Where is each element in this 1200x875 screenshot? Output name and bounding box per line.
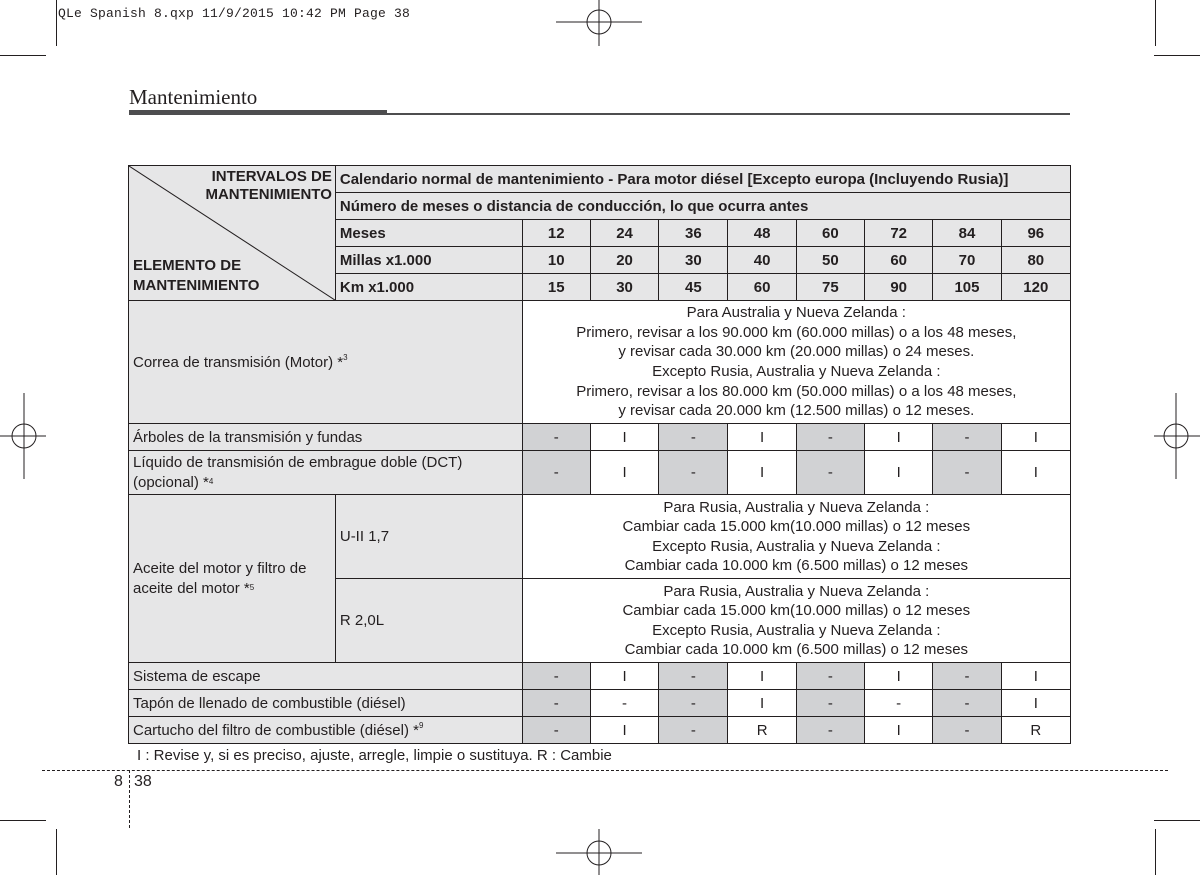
table-row-engine-oil-u2	[129, 495, 1071, 579]
schedule-cell: -	[796, 424, 864, 451]
schedule-cell: I	[590, 424, 658, 451]
km-value: 60	[728, 274, 796, 301]
schedule-cell: -	[659, 424, 728, 451]
miles-value: 30	[659, 247, 728, 274]
drive-belt-label: Correa de transmisión (Motor) *$^3$	[129, 301, 523, 424]
footer-rule	[42, 770, 1168, 771]
table-row-exhaust	[129, 663, 1071, 690]
chapter-number: 8	[114, 773, 123, 790]
schedule-cell: I	[728, 451, 796, 495]
schedule-cell: I	[1001, 451, 1070, 495]
table-row-drive-shafts	[129, 424, 1071, 451]
schedule-cell: I	[1001, 663, 1070, 690]
schedule-cell: R	[1001, 717, 1070, 744]
km-value: 105	[933, 274, 1001, 301]
km-value: 90	[865, 274, 933, 301]
schedule-cell: -	[522, 424, 590, 451]
schedule-cell: -	[796, 451, 864, 495]
km-value: 75	[796, 274, 864, 301]
dct-fluid-label: Líquido de transmisión de embrague doble (DCT) (opcional) *$^4$	[129, 451, 523, 495]
table-row-dct-fluid	[129, 451, 1071, 495]
table-row-fuel-filter	[129, 717, 1071, 744]
schedule-cell: I	[1001, 424, 1070, 451]
schedule-cell: -	[933, 451, 1001, 495]
exhaust-label: Sistema de escape	[129, 663, 523, 690]
print-slug: QLe Spanish 8.qxp 11/9/2015 10:42 PM Page 38	[58, 6, 411, 21]
km-value: 45	[659, 274, 728, 301]
schedule-cell: I	[865, 451, 933, 495]
registration-mark-left	[0, 393, 46, 479]
schedule-cell: R	[728, 717, 796, 744]
engine-oil-label: Aceite del motor y filtro de aceite del motor *$^5$	[129, 495, 336, 663]
engine-r2-note: Para Rusia, Australia y Nueva Zelanda : Cambiar cada 15.000 km(10.000 millas) o 12 meses Excepto Rusia, Australia y Nueva Zelanda : Cambiar cada 10.000 km (6.500 millas) o 12 meses	[522, 579, 1070, 663]
footer-divider	[129, 770, 130, 828]
km-value: 15	[522, 274, 590, 301]
table-legend: I : Revise y, si es preciso, ajuste, arregle, limpie o sustituya. R : Cambie	[137, 747, 612, 764]
registration-mark-bottom	[556, 829, 642, 875]
drive-belt-note: Para Australia y Nueva Zelanda : Primero, revisar a los 90.000 km (60.000 millas) o a los 48 meses, y revisar cada 30.000 km (20.000 millas) o 24 meses. Excepto Rusia, Australia y Nueva Zelanda : Primero, revisar a los 80.000 km (50.000 millas) o a los 48 meses, y revisar cada 20.000 km (12.500 millas) o 12 meses.	[522, 301, 1070, 424]
months-label: Meses	[335, 220, 522, 247]
schedule-cell: -	[659, 663, 728, 690]
table-row-drive-belt	[129, 301, 1071, 424]
table-row-fuel-cap	[129, 690, 1071, 717]
schedule-cell: -	[522, 451, 590, 495]
schedule-cell: -	[865, 690, 933, 717]
schedule-cell: I	[590, 451, 658, 495]
km-label: Km x1.000	[335, 274, 522, 301]
engine-u2-note: Para Rusia, Australia y Nueva Zelanda : Cambiar cada 15.000 km(10.000 millas) o 12 meses Excepto Rusia, Australia y Nueva Zelanda : Cambiar cada 10.000 km (6.500 millas) o 12 meses	[522, 495, 1070, 579]
km-value: 120	[1001, 274, 1070, 301]
title-rule-thin	[387, 113, 1070, 115]
months-value: 24	[590, 220, 658, 247]
schedule-cell: -	[933, 424, 1001, 451]
section-title: Mantenimiento	[129, 85, 258, 109]
schedule-cell: -	[522, 663, 590, 690]
miles-value: 40	[728, 247, 796, 274]
fuel-cap-label: Tapón de llenado de combustible (diésel)	[129, 690, 523, 717]
page-number: 38	[134, 773, 152, 790]
months-value: 60	[796, 220, 864, 247]
header-row-title	[129, 166, 1071, 193]
miles-value: 70	[933, 247, 1001, 274]
schedule-cell: I	[1001, 690, 1070, 717]
schedule-cell: I	[590, 717, 658, 744]
months-value: 96	[1001, 220, 1070, 247]
schedule-cell: -	[522, 717, 590, 744]
schedule-cell: I	[728, 690, 796, 717]
schedule-cell: -	[796, 717, 864, 744]
registration-mark-right	[1154, 393, 1200, 479]
schedule-cell: -	[659, 451, 728, 495]
maintenance-schedule-table	[128, 165, 1071, 744]
schedule-cell: I	[865, 663, 933, 690]
schedule-cell: I	[590, 663, 658, 690]
miles-value: 10	[522, 247, 590, 274]
miles-value: 60	[865, 247, 933, 274]
fuel-filter-label: Cartucho del filtro de combustible (diésel) *$^9$	[129, 717, 523, 744]
months-value: 36	[659, 220, 728, 247]
schedule-cell: -	[522, 690, 590, 717]
schedule-cell: -	[659, 690, 728, 717]
miles-value: 20	[590, 247, 658, 274]
miles-value: 80	[1001, 247, 1070, 274]
schedule-cell: -	[933, 717, 1001, 744]
schedule-subtitle: Número de meses o distancia de conducción, lo que ocurra antes	[335, 193, 1070, 220]
title-rule-thick	[129, 110, 387, 115]
drive-shafts-label: Árboles de la transmisión y fundas	[129, 424, 523, 451]
schedule-cell: I	[728, 663, 796, 690]
corner-element-label: ELEMENTO DE MANTENIMIENTO	[133, 257, 260, 294]
months-value: 72	[865, 220, 933, 247]
engine-r2-label: R 2,0L	[335, 579, 522, 663]
schedule-cell: -	[933, 663, 1001, 690]
km-value: 30	[590, 274, 658, 301]
schedule-cell: I	[865, 424, 933, 451]
miles-value: 50	[796, 247, 864, 274]
engine-u2-label: U-II 1,7	[335, 495, 522, 579]
months-value: 48	[728, 220, 796, 247]
schedule-title: Calendario normal de mantenimiento - Para motor diésel [Excepto europa (Incluyendo Rusia)]	[335, 166, 1070, 193]
schedule-cell: -	[933, 690, 1001, 717]
miles-label: Millas x1.000	[335, 247, 522, 274]
registration-mark-top	[556, 0, 642, 46]
schedule-cell: I	[728, 424, 796, 451]
corner-header-cell	[129, 166, 336, 301]
schedule-cell: -	[659, 717, 728, 744]
months-value: 84	[933, 220, 1001, 247]
schedule-cell: -	[590, 690, 658, 717]
months-value: 12	[522, 220, 590, 247]
schedule-cell: -	[796, 663, 864, 690]
corner-intervals-label: INTERVALOS DE MANTENIMIENTO	[205, 168, 332, 203]
schedule-cell: I	[865, 717, 933, 744]
schedule-cell: -	[796, 690, 864, 717]
